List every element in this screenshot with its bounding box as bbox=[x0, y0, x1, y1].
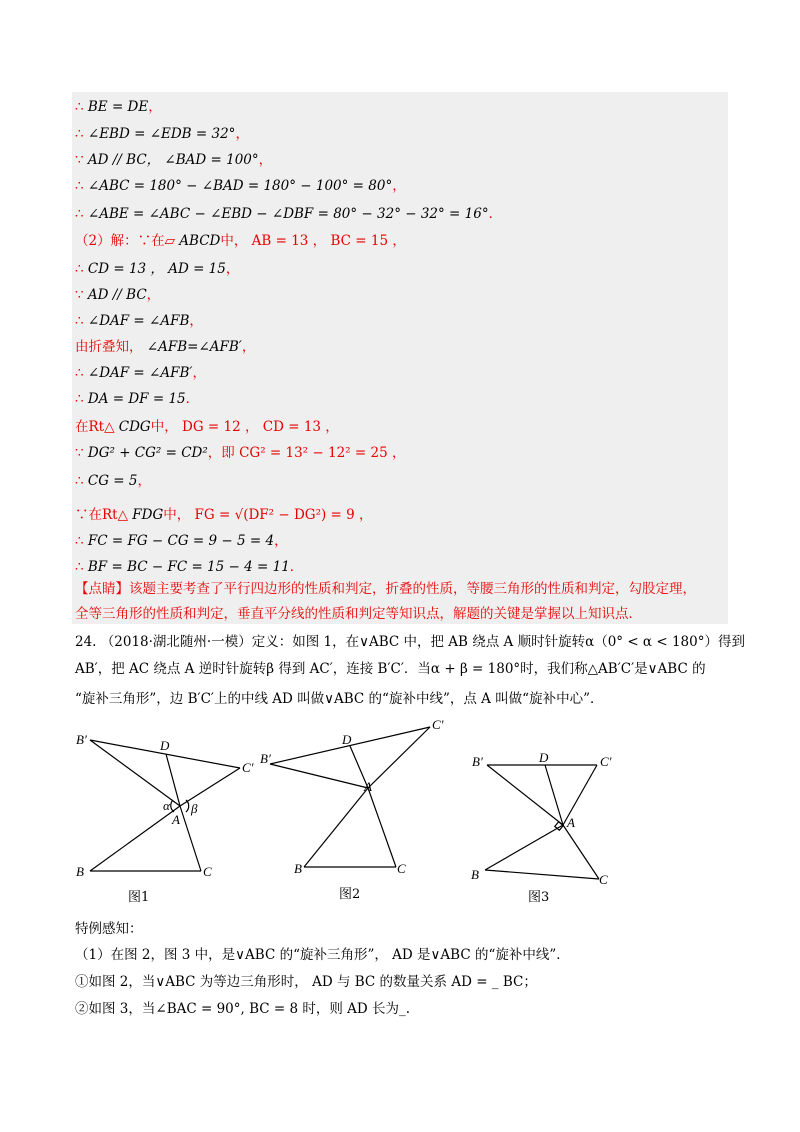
fig2-bp-a bbox=[270, 764, 368, 788]
solution-line bbox=[75, 390, 199, 408]
solution-line-symbol: ∴ bbox=[75, 365, 84, 381]
solution-line-tail: 中， FG = √(DF² − DG²) = 9 ， bbox=[163, 507, 373, 523]
fig1-label-d: D bbox=[160, 738, 170, 753]
solution-line-math: ∠DAF = ∠AFB bbox=[87, 313, 190, 329]
solution-line-tail: ． bbox=[185, 391, 200, 407]
solution-line-tail: ， bbox=[146, 287, 161, 303]
solution-line-symbol: ∴ bbox=[75, 473, 84, 489]
solution-line bbox=[75, 506, 373, 524]
question-line-2: AB′，把 AC 绕点 A 逆时针旋转β 得到 AC′，连接 B′C′．当α + β = 180°时，我们称△AB′C′是∨ABC 的 bbox=[75, 661, 706, 677]
solution-line bbox=[75, 558, 303, 576]
solution-line-tail: ， bbox=[392, 178, 406, 194]
solution-line bbox=[75, 364, 206, 382]
solution-line bbox=[75, 177, 406, 195]
solution-line-tail: ， bbox=[235, 126, 249, 142]
fig3-bp-a bbox=[487, 765, 563, 825]
fig3-label-a: A bbox=[567, 815, 575, 830]
caption-fig2: 图2 bbox=[339, 887, 361, 902]
caption-fig1: 图1 bbox=[128, 890, 150, 905]
solution-line-math: FDG bbox=[132, 507, 164, 523]
solution-line-tail: ， bbox=[148, 99, 162, 115]
caption-fig3: 图3 bbox=[528, 890, 550, 905]
solution-line-tail: 中， AB = 13 ， BC = 15 ， bbox=[220, 233, 406, 249]
solution-line-tail: ， bbox=[225, 261, 240, 277]
note-line-1: 【点睛】该题主要考查了平行四边形的性质和判定，折叠的性质，等腰三角形的性质和判定，勾股定理， bbox=[75, 581, 696, 597]
solution-line-symbol: ∴ bbox=[75, 313, 84, 329]
solution-line bbox=[75, 125, 249, 143]
solution-line-math: DG² + CG² = CD² bbox=[87, 445, 208, 461]
fig2-label-b: B bbox=[294, 861, 302, 876]
figure-1 bbox=[70, 728, 260, 893]
fig3-c-a bbox=[563, 825, 599, 879]
fig1-label-a: A bbox=[172, 812, 180, 827]
solution-line-symbol: 由折叠知， bbox=[75, 339, 143, 355]
fig1-label-c: C bbox=[203, 864, 212, 879]
solution-line-math: ∠DAF = ∠AFB′ bbox=[87, 365, 193, 381]
solution-line bbox=[75, 205, 502, 223]
fig1-label-cp: C′ bbox=[242, 760, 254, 775]
solution-line-symbol: ∴ bbox=[75, 99, 84, 115]
solution-line-math: FC = FG − CG = 9 − 5 = 4 bbox=[87, 533, 275, 549]
solution-line-math: DA = DF = 15 bbox=[87, 391, 186, 407]
solution-line-math: ∠ABC = 180° − ∠BAD = 180° − 100° = 80° bbox=[87, 178, 393, 194]
solution-line-tail: ． bbox=[488, 206, 503, 222]
solution-line-symbol: ∴ bbox=[75, 206, 84, 222]
tail-p2: ①如图 2，当∨ABC 为等边三角形时， AD 与 BC 的数量关系 AD = _ BC； bbox=[75, 974, 537, 990]
solution-line-symbol: ∵在Rt△ bbox=[75, 507, 128, 523]
solution-line bbox=[75, 232, 406, 250]
solution-line-math: BE = DE bbox=[87, 99, 149, 115]
tail-p1: （1）在图 2，图 3 中，是∨ABC 的“旋补三角形”， AD 是∨ABC 的“旋补中线”． bbox=[75, 947, 570, 963]
figure-3 bbox=[465, 748, 635, 893]
solution-line bbox=[75, 151, 272, 169]
fig3-label-cp: C′ bbox=[600, 754, 612, 769]
solution-line-math: ABCD bbox=[179, 233, 221, 249]
solution-line-math: ∠ABE = ∠ABC − ∠EBD − ∠DBF = 80° − 32° − 32° = 16° bbox=[87, 206, 489, 222]
solution-line bbox=[75, 472, 151, 490]
solution-line-math: ∠EBD = ∠EDB = 32° bbox=[87, 126, 236, 142]
tail-p3: ②如图 3，当∠BAC = 90°, BC = 8 时，则 AD 长为_. bbox=[75, 1001, 411, 1017]
fig2-b-a bbox=[304, 788, 368, 867]
solution-line-symbol: （2）解：∵在▱ bbox=[75, 233, 175, 249]
note-line-2: 全等三角形的性质和判定，垂直平分线的性质和判定等知识点，解题的关键是掌握以上知识点． bbox=[75, 606, 642, 622]
solution-line-symbol: ∵ bbox=[75, 287, 84, 303]
solution-line-math: BF = BC − FC = 15 − 4 = 11 bbox=[87, 559, 290, 575]
fig2-label-c: C bbox=[397, 861, 406, 876]
solution-line-symbol: ∴ bbox=[75, 391, 84, 407]
solution-line bbox=[75, 312, 203, 330]
solution-line-tail: ， bbox=[137, 473, 151, 489]
solution-line bbox=[75, 286, 160, 304]
fig2-label-d: D bbox=[342, 732, 352, 747]
solution-line-tail: ， bbox=[274, 533, 288, 549]
solution-line-symbol: ∵ bbox=[75, 445, 84, 461]
solution-line-symbol: ∴ bbox=[75, 126, 84, 142]
solution-line-tail: ， bbox=[241, 339, 256, 355]
fig1-label-b: B bbox=[76, 864, 84, 879]
fig3-b-c bbox=[485, 870, 599, 879]
solution-line bbox=[75, 418, 339, 436]
solution-line-tail: ， bbox=[192, 365, 206, 381]
solution-line bbox=[75, 98, 162, 116]
fig1-cp-a bbox=[180, 768, 240, 806]
fig2-label-bp: B′ bbox=[260, 751, 271, 766]
solution-line-tail: ． bbox=[289, 559, 304, 575]
fig1-label-beta: β bbox=[191, 801, 198, 816]
fig3-label-b: B bbox=[471, 867, 479, 882]
fig3-b-a bbox=[485, 825, 563, 870]
fig1-b-a bbox=[90, 806, 180, 871]
solution-line-symbol: ∵ bbox=[75, 152, 84, 168]
solution-line-math: CDG bbox=[118, 419, 151, 435]
solution-line-tail: ， bbox=[189, 313, 203, 329]
solution-line bbox=[75, 260, 239, 278]
solution-line bbox=[75, 444, 405, 462]
fig2-label-a: A bbox=[364, 779, 372, 794]
question-line-3: “旋补三角形”，边 B′C′上的中线 AD 叫做∨ABC 的“旋补中线”，点 A 叫做“旋补中心”． bbox=[75, 691, 604, 707]
fig3-label-bp: B′ bbox=[472, 754, 483, 769]
fig2-label-cp: C′ bbox=[432, 717, 444, 732]
fig2-cp-a bbox=[368, 727, 430, 788]
solution-line-symbol: ∴ bbox=[75, 559, 84, 575]
question-line-1: 24. （2018·湖北随州·一模）定义：如图 1，在∨ABC 中，把 AB 绕点 A 顺时针旋转α（0° < α < 180°）得到 bbox=[75, 634, 745, 650]
fig3-d-a bbox=[545, 765, 563, 825]
solution-line-math: AD // BC bbox=[87, 287, 147, 303]
solution-line bbox=[75, 338, 255, 356]
fig2-c-a bbox=[368, 788, 396, 867]
solution-line-symbol: 在Rt△ bbox=[75, 419, 115, 435]
solution-line-math: AD // BC， ∠BAD = 100° bbox=[87, 152, 259, 168]
solution-line bbox=[75, 532, 288, 550]
figure-2 bbox=[258, 715, 458, 885]
solution-line-tail: 中， DG = 12 ， CD = 13 ， bbox=[150, 419, 339, 435]
solution-line-tail: ， bbox=[258, 152, 273, 168]
fig1-label-alpha: α bbox=[163, 798, 170, 813]
solution-line-math: CG = 5 bbox=[87, 473, 138, 489]
fig1-label-bp: B′ bbox=[76, 732, 87, 747]
solution-line-symbol: ∴ bbox=[75, 261, 84, 277]
solution-line-math: ∠AFB=∠AFB′ bbox=[146, 339, 242, 355]
solution-line-symbol: ∴ bbox=[75, 533, 84, 549]
solution-line-math: CD = 13 ， AD = 15 bbox=[87, 261, 226, 277]
fig3-label-d: D bbox=[539, 750, 549, 765]
fig3-label-c: C bbox=[599, 872, 608, 887]
tail-heading: 特例感知： bbox=[75, 921, 143, 937]
solution-line-symbol: ∴ bbox=[75, 178, 84, 194]
solution-line-tail: ，即 CG² = 13² − 12² = 25 ， bbox=[207, 445, 406, 461]
